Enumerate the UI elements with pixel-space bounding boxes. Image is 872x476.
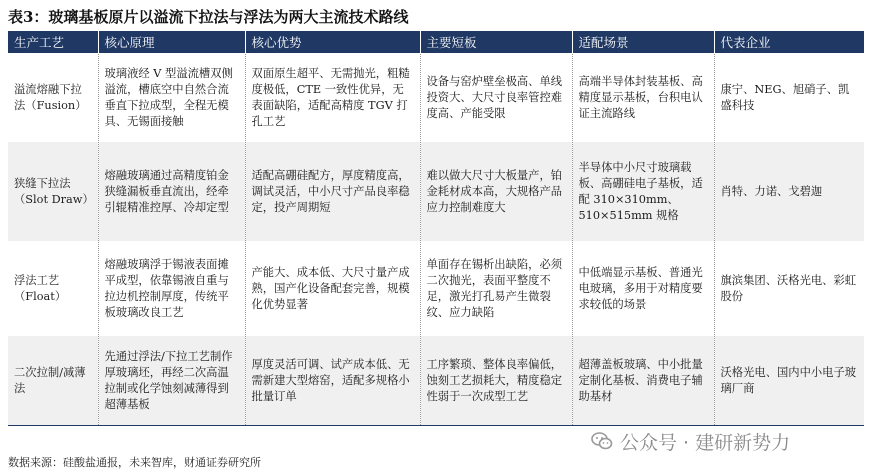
cell-shortcoming: 设备与窑炉壁垒极高、单线投资大、大尺寸良率管控难度高、产能受限 — [420, 54, 572, 142]
header-advantage: 核心优势 — [245, 31, 420, 54]
header-shortcoming: 主要短板 — [420, 31, 572, 54]
cell-shortcoming: 工序繁琐、整体良率偏低，蚀刻工艺损耗大，精度稳定性弱于一次成型工艺 — [420, 336, 572, 426]
wechat-icon — [590, 429, 614, 453]
cell-principle: 玻璃液经 V 型溢流槽双侧溢流，槽底空中自然合流垂直下拉成型，全程无模具、无锡面接触 — [98, 54, 245, 142]
cell-process: 二次拉制/减薄法 — [8, 336, 98, 426]
cell-principle: 熔融玻璃通过高精度铂金狭缝漏板垂直流出，经牵引辊精准控厚、冷却定型 — [98, 142, 245, 242]
wechat-watermark — [590, 426, 790, 456]
cell-companies: 旗滨集团、沃格光电、彩虹股份 — [714, 242, 864, 336]
cell-principle: 熔融玻璃浮于锡液表面摊平成型，依靠锡液自重与拉边机控制厚度，传统平板玻璃改良工艺 — [98, 242, 245, 336]
comparison-table — [8, 31, 864, 426]
header-scenario: 适配场景 — [572, 31, 714, 54]
cell-scenario: 半导体中小尺寸玻璃载板、高硼硅电子基板，适配 310×310mm、510×515mm 规格 — [572, 142, 714, 242]
cell-companies: 沃格光电、国内中小电子玻璃厂商 — [714, 336, 864, 426]
table-header-row — [8, 31, 864, 54]
table-row — [8, 142, 864, 242]
header-principle: 核心原理 — [98, 31, 245, 54]
cell-advantage: 厚度灵活可调、试产成本低、无需新建大型熔窑，适配多规格小批量订单 — [245, 336, 420, 426]
cell-scenario: 超薄盖板玻璃、中小批量定制化基板、消费电子辅助基材 — [572, 336, 714, 426]
cell-companies: 康宁、NEG、旭硝子、凯盛科技 — [714, 54, 864, 142]
data-source-note: 数据来源：硅酸盐通报，未来智库，财通证券研究所 — [8, 456, 261, 469]
cell-advantage: 产能大、成本低、大尺寸量产成熟，国产化设备配套完善，规模化优势显著 — [245, 242, 420, 336]
header-companies: 代表企业 — [714, 31, 864, 54]
cell-process: 狭缝下拉法（Slot Draw） — [8, 142, 98, 242]
cell-shortcoming: 单面存在锡析出缺陷，必须二次抛光，表面平整度不足，激光打孔易产生微裂纹、应力缺陷 — [420, 242, 572, 336]
cell-shortcoming: 难以做大尺寸大板量产，铂金耗材成本高，大规格产品应力控制难度大 — [420, 142, 572, 242]
cell-advantage: 双面原生超平、无需抛光，粗糙度极低，CTE 一致性优异，无表面缺陷，适配高精度 TGV 打孔工艺 — [245, 54, 420, 142]
cell-scenario: 高端半导体封装基板、高精度显示基板，台积电认证主流路线 — [572, 54, 714, 142]
table-row — [8, 54, 864, 142]
table-row — [8, 242, 864, 336]
cell-process: 浮法工艺（Float） — [8, 242, 98, 336]
cell-process: 溢流熔融下拉法（Fusion） — [8, 54, 98, 142]
table-title: 表3：玻璃基板原片以溢流下拉法与浮法为两大主流技术路线 — [8, 8, 409, 26]
cell-companies: 肖特、力诺、戈碧迦 — [714, 142, 864, 242]
table-row — [8, 336, 864, 426]
cell-scenario: 中低端显示基板、普通光电玻璃，多用于对精度要求较低的场景 — [572, 242, 714, 336]
cell-advantage: 适配高硼硅配方，厚度精度高，调试灵活，中小尺寸产品良率稳定，投产周期短 — [245, 142, 420, 242]
header-process: 生产工艺 — [8, 31, 98, 54]
cell-principle: 先通过浮法/下拉工艺制作厚玻璃坯，再经二次高温拉制或化学蚀刻减薄得到超薄基板 — [98, 336, 245, 426]
watermark-text: 公众号 · 建研新势力 — [620, 431, 791, 454]
